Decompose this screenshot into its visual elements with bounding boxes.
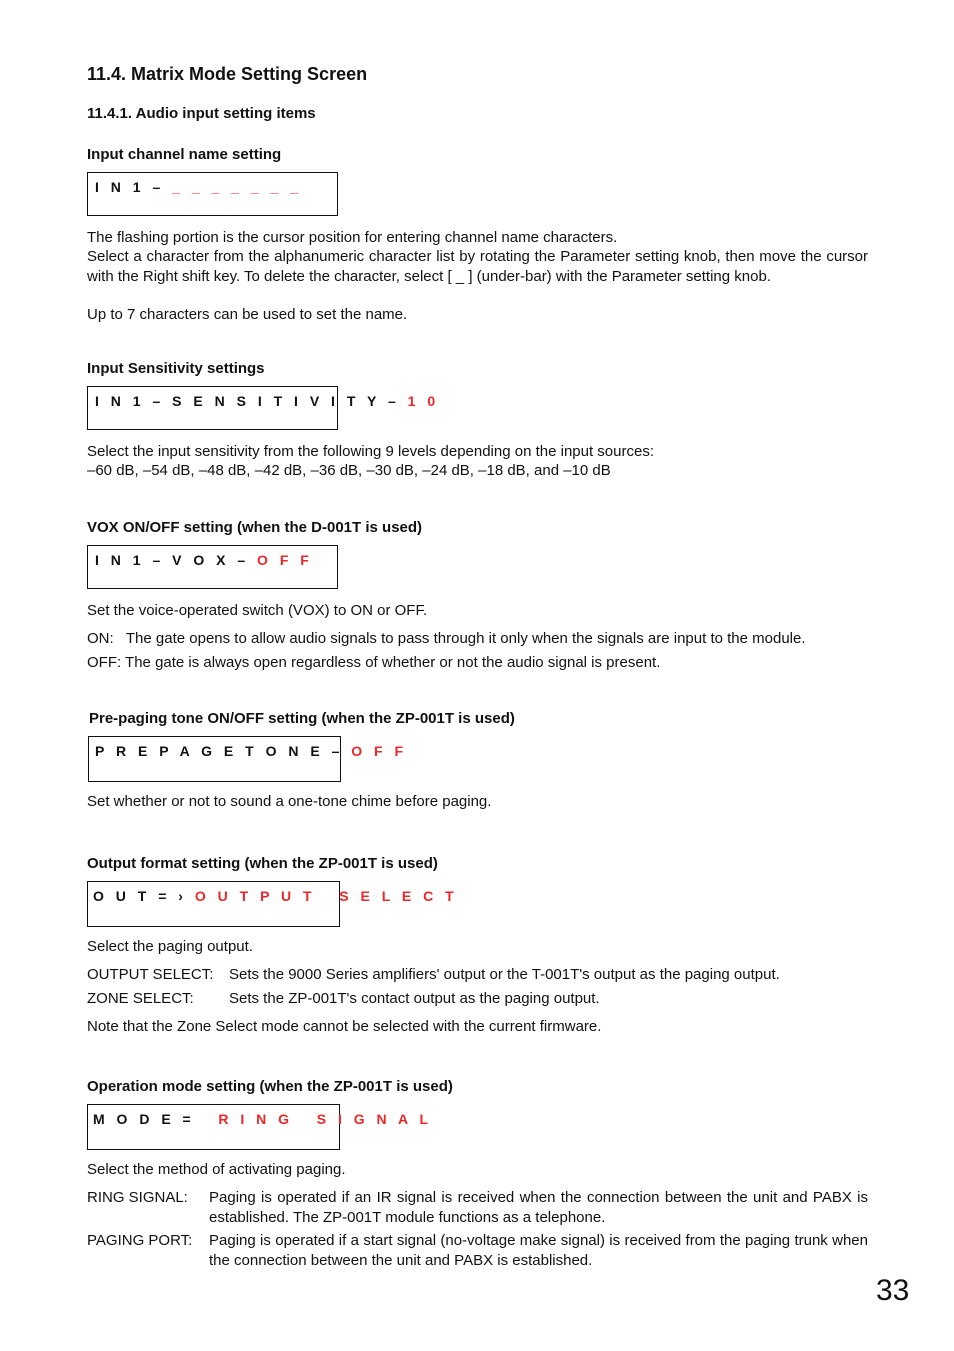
option-ring-signal [87, 1188, 868, 1228]
output-format-note: Note that the Zone Select mode cannot be selected with the current firmware. [87, 1018, 602, 1035]
option-label: PAGING PORT: [87, 1232, 193, 1249]
sensitivity-paragraph-1: Select the input sensitivity from the following 9 levels depending on the input sources: [87, 443, 654, 460]
option-description: Sets the ZP-001T's contact output as the paging output. [229, 990, 600, 1007]
prepaging-heading: Pre-paging tone ON/OFF setting (when the ZP-001T is used) [89, 710, 515, 727]
output-format-paragraph-1: Select the paging output. [87, 938, 253, 955]
lcd-value: O F F [257, 552, 313, 568]
lcd-prefix: I N 1 – V O X – [95, 552, 258, 568]
lcd-value: O F F [351, 743, 408, 759]
prepaging-paragraph-1: Set whether or not to sound a one-tone chime before paging. [87, 793, 492, 810]
vox-off-description: OFF: The gate is always open regardless of whether or not the audio signal is present. [87, 654, 661, 671]
channel-name-heading: Input channel name setting [87, 146, 282, 163]
option-label: OUTPUT SELECT: [87, 966, 214, 983]
option-description: Sets the 9000 Series amplifiers' output or the T-001T's output as the paging output. [229, 966, 780, 983]
arrow-right-icon: › [178, 888, 187, 904]
option-paging-port [87, 1231, 868, 1271]
lcd-prefix: I N 1 – [95, 179, 173, 195]
lcd-value: O U T P U T S E L E C T [186, 888, 458, 904]
vox-on-description: ON: The gate opens to allow audio signals to pass through it only when the signals are input to the module. [87, 630, 806, 647]
subsection-title: 11.4.1. Audio input setting items [87, 105, 316, 122]
option-label: RING SIGNAL: [87, 1189, 188, 1206]
lcd-prefix: O U T = [93, 888, 179, 904]
lcd-output-format [87, 881, 458, 927]
lcd-prefix: I N 1 – S E N S I T I V I T Y – [95, 393, 408, 409]
lcd-prefix: M O D E = [93, 1111, 219, 1127]
lcd-value: R I N G S I G N A L [218, 1111, 433, 1127]
sensitivity-heading: Input Sensitivity settings [87, 360, 265, 377]
sensitivity-levels: –60 dB, –54 dB, –48 dB, –42 dB, –36 dB, –30 dB, –24 dB, –18 dB, and –10 dB [87, 462, 611, 479]
channel-name-paragraph-2: Select a character from the alphanumeric character list by rotating the Parameter setting knob, then move the cursor with the Right shift key. To delete the character, select [ _ ] (under-bar) with the Parameter setting knob. [87, 248, 868, 285]
operation-mode-heading: Operation mode setting (when the ZP-001T is used) [87, 1078, 453, 1095]
channel-name-paragraph-3: Up to 7 characters can be used to set the name. [87, 306, 408, 323]
lcd-operation-mode [87, 1104, 433, 1150]
option-label: ZONE SELECT: [87, 990, 194, 1007]
option-output-select [87, 965, 868, 985]
lcd-prefix: P R E P A G E T O N E – [95, 743, 352, 759]
option-description: Paging is operated if an IR signal is received when the connection between the unit and PABX is established. The ZP-001T module functions as a telephone. [209, 1189, 868, 1226]
lcd-value: 1 0 [407, 393, 440, 409]
lcd-vox [87, 545, 338, 589]
lcd-channel-name [87, 172, 338, 216]
lcd-value: _ _ _ _ _ _ _ [172, 179, 302, 195]
page-number: 33 [876, 1274, 910, 1307]
lcd-sensitivity [87, 386, 440, 430]
vox-heading: VOX ON/OFF setting (when the D-001T is used) [87, 519, 423, 536]
option-description: Paging is operated if a start signal (no-voltage make signal) is received from the paging trunk when the connection between the unit and PABX is established. [209, 1232, 868, 1269]
lcd-prepaging [88, 736, 408, 782]
vox-paragraph-1: Set the voice-operated switch (VOX) to ON or OFF. [87, 602, 428, 619]
section-title: 11.4. Matrix Mode Setting Screen [87, 64, 368, 84]
channel-name-paragraph-1: The flashing portion is the cursor position for entering channel name characters. [87, 229, 618, 246]
option-zone-select [87, 989, 868, 1009]
operation-mode-paragraph-1: Select the method of activating paging. [87, 1161, 346, 1178]
output-format-heading: Output format setting (when the ZP-001T is used) [87, 855, 438, 872]
